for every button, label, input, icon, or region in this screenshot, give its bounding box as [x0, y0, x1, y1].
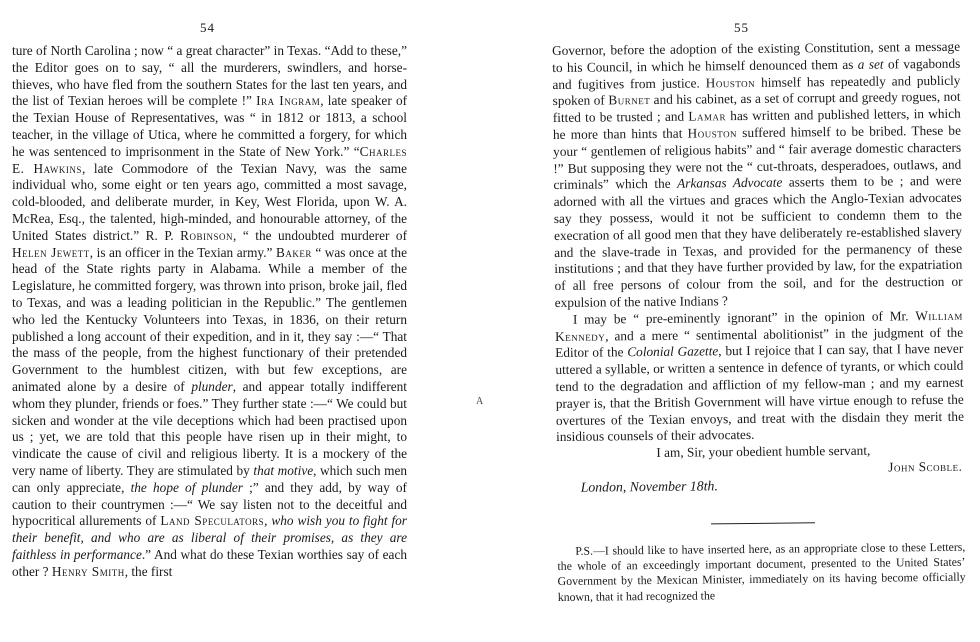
- text-run: , late Commodore of the Texian Navy, was the same individual who, some eight or ten years ago, committed a most savage, cold-blooded, and deliberate murder, in Key, West Florida, upon W. A. McRea, Esq., the talented, high-minded, and honourable attorney, of the United States district.” R. P.: [12, 160, 407, 243]
- text-run: suffered himself to be bribed. These be your “ gentlemen of religious habits” and “ fair average domestic characters !” But supposing they were not the “ cut-throats, desperadoes, outlaws, and criminals” which the: [553, 122, 962, 193]
- italic-plunder: plunder: [191, 378, 233, 394]
- text-run: I may be “ pre-eminently ignorant” in the opinion of Mr.: [572, 307, 916, 327]
- text-run: ture of North Carolina ; now “ a great character” in Texas. “Add to these,” the Editor goes on to say, “ all the murderers, swindlers, and horse-thieves, who have fled from the southern States for the last ten years, and the list of Texian heroes will be complete !”: [12, 43, 407, 109]
- section-rule: [711, 522, 815, 524]
- text-run: asserts them to be ; and were adorned with all the virtues and graces which the Anglo-Texian advocates say they possess, would it not be sufficient to condemn them to the execration of all good men that they have deliberately re-established slavery and the slave-trade in Texas, and provided for the permanency of these institutions ; and that they have further provided by law, for the expatriation of all free persons of colour from the soil, and for the destruction or expulsion of the native Indians ?: [553, 173, 963, 310]
- left-page-number: 54: [200, 20, 215, 35]
- text-run: , which such men can only appreciate,: [12, 462, 408, 495]
- text-run: , but I rejoice that I can say, that I have never uttered a syllable, or written a sentence in defence of tyrants, or which could tend to the degradation and affliction of my fellow-man ; and my earnest prayer is, that the British Government will have virtue enough to refuse the overtures of the Texian envoys, and treat with the disdain they merit the insidious counsels of their advocates.: [555, 341, 965, 445]
- text-run: ;” and they add, by way of caution to their countrymen :—“ We say listen not to the deceitful and hypocritical allurements of: [12, 479, 407, 529]
- italic-a-set: a set: [857, 56, 884, 72]
- text-run: , “ the undoubted murderer of: [233, 227, 408, 243]
- italic-quote: who wish you to fight for their benefit, and who are as liberal of their promises, as they are faithless in performance: [12, 513, 407, 562]
- name-houston: Houston: [705, 74, 756, 90]
- italic-arkansas-advocate: Arkansas Advocate: [677, 174, 783, 192]
- name-helen-jewett: Helen Jewett: [12, 244, 90, 260]
- dateline: London, November 18th.: [580, 478, 718, 495]
- left-paragraph: [12, 43, 407, 581]
- right-paragraph-2: [555, 307, 964, 446]
- name-land-speculators: Land Speculators: [160, 513, 265, 529]
- right-page: [520, 0, 980, 642]
- text-run: , the first: [124, 563, 173, 579]
- text-run: “ was once at the head of the State rights party in Alabama. While a member of the Legislature, he committed forgery, was thrown into prison, broke jail, fled to Texas, and was a leading politician in the Republic.” The gentlemen who led the Kentucky Volunteers into Texas, in 1836, on their return published a long account of their expedition, and in it, they say :—“ That the mass of the people, from the highest functionary of their pretended Government to the humblest citizen, with but few exceptions, are animated alone by a desire of: [12, 244, 407, 394]
- name-henry-smith: Henry Smith: [51, 563, 125, 579]
- text-run: , and appear totally indifferent whom they plunder, friends or foes.” They further state :—“ We could but sicken and wonder at the vile deceptions which had been practised upon us ; yet, we are told that this people have risen up in their might, to vindicate the cause of civil and religious liberty. It is a mockery of the very name of liberty. They are stimulated by: [12, 378, 407, 478]
- left-page-body: [12, 43, 407, 581]
- text-run: himself has repeatedly and publicly spoken of: [552, 72, 961, 109]
- closing-line: I am, Sir, your obedient humble servant,: [656, 442, 871, 461]
- text-run: , and a mere “ sentimental abolitionist” in the judgment of the Editor of the: [555, 324, 964, 361]
- text-run: , is an officer in the Texian army.”: [89, 244, 276, 260]
- italic-colonial-gazette: Colonial Gazette: [627, 343, 719, 360]
- gutter-mark: A: [476, 396, 484, 407]
- text-run: of vagabonds and fugitives from justice.: [552, 55, 961, 92]
- name-ira-ingram: Ira Ingram: [256, 93, 321, 109]
- right-paragraph-1: [552, 39, 963, 312]
- right-page-number: 55: [734, 20, 749, 35]
- text-run: , late speaker of the Texian House of Representatives, was “ in 1812 or 1813, a school teacher, in the village of Utica, where he committed a forgery, for which he was sentenced to imprisonment in the State of New York.” “: [12, 93, 408, 159]
- name-burnet: Burnet: [608, 92, 651, 108]
- name-robinson: Robinson: [180, 227, 234, 243]
- right-page-body: [552, 39, 966, 605]
- text-run: ,: [264, 513, 272, 529]
- name-william-kennedy: William Kennedy: [554, 307, 963, 344]
- text-run: and his cabinet, as a set of corrupt and greedy rogues, not fitted to be trusted ; and: [552, 89, 961, 126]
- left-page: [0, 0, 440, 642]
- text-run: .” And what do these Texian worthies say of each other ?: [12, 546, 407, 579]
- name-charles-hawkins: Charles E. Hawkins: [12, 143, 407, 176]
- name-baker: Baker: [275, 244, 312, 260]
- text-run: Governor, before the adoption of the existing Constitution, sent a message to his Council, in which he himself denounced them as: [552, 38, 961, 75]
- name-houston-2: Houston: [687, 125, 738, 141]
- italic-that-motive: that motive: [253, 462, 314, 478]
- postscript: P.S.—I should like to have inserted here, as an appropriate close to these Letters, the whole of an exceedingly important document, presented to the United States’ Government by the Mexican Minister, immediately on its having become officially known, that it had recognized the: [557, 539, 966, 604]
- signature: John Scoble.: [888, 458, 963, 475]
- name-lamar: Lamar: [688, 108, 727, 124]
- italic-hope-of-plunder: the hope of plunder: [130, 479, 243, 495]
- text-run: has written and published letters, in which he more than hints that: [552, 105, 961, 142]
